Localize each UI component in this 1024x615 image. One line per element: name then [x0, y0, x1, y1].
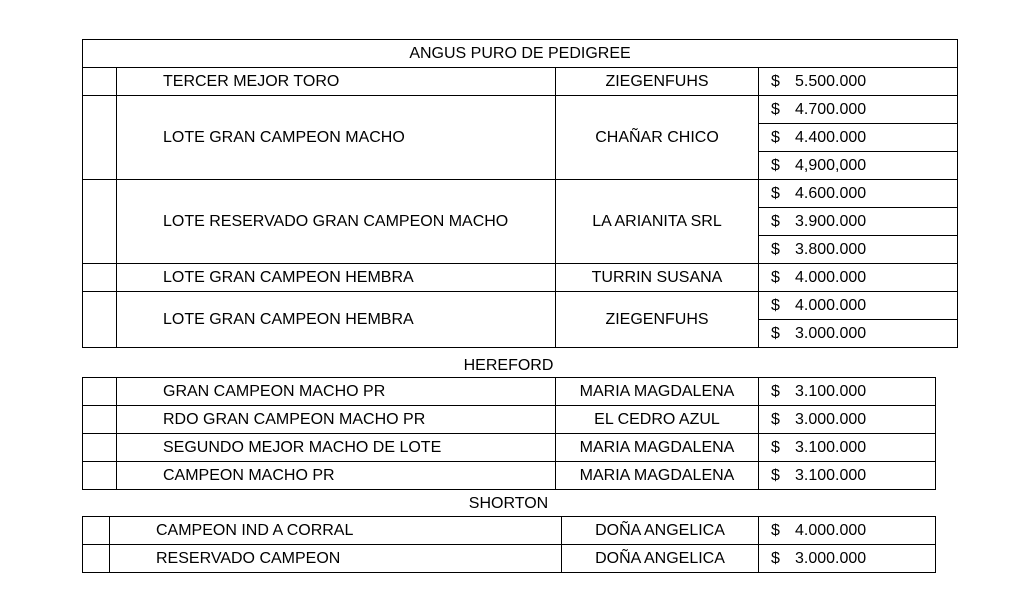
- row-index-cell: [83, 378, 117, 406]
- currency-symbol: $: [771, 72, 780, 90]
- table-row: [83, 517, 936, 545]
- row-index-cell: [83, 264, 117, 292]
- currency-symbol: $: [771, 240, 780, 258]
- section-title-hereford: HEREFORD: [463, 357, 554, 374]
- price-value: 4.000.000: [795, 521, 867, 539]
- category-cell: CAMPEON IND A CORRAL: [110, 517, 562, 545]
- price-cell: [759, 320, 958, 348]
- price-cell: [759, 68, 958, 96]
- breeder-cell: DOÑA ANGELICA: [562, 545, 759, 573]
- row-index-cell: [83, 517, 110, 545]
- price-value: 4.600.000: [795, 184, 867, 202]
- price-value: 3.100.000: [795, 438, 867, 456]
- breeder-cell: DOÑA ANGELICA: [562, 517, 759, 545]
- table-row: [83, 264, 958, 292]
- breeder-cell: ZIEGENFUHS: [556, 292, 759, 348]
- table-row: [83, 96, 958, 124]
- price-value: 3.000.000: [795, 324, 867, 342]
- price-cell: [759, 96, 958, 124]
- price-cell: [759, 152, 958, 180]
- price-value: 4.400.000: [795, 128, 867, 146]
- currency-symbol: $: [771, 156, 780, 174]
- breeder-cell: MARIA MAGDALENA: [556, 434, 759, 462]
- section-title-angus: ANGUS PURO DE PEDIGREE: [83, 40, 958, 68]
- shorton-table: [82, 516, 936, 573]
- currency-symbol: $: [771, 296, 780, 314]
- price-value: 3.000.000: [795, 549, 867, 567]
- hereford-rows: [83, 378, 936, 490]
- price-value: 3.000.000: [795, 410, 867, 428]
- row-index-cell: [83, 462, 117, 490]
- currency-symbol: $: [771, 268, 780, 286]
- category-cell: CAMPEON MACHO PR: [117, 462, 556, 490]
- price-cell: [759, 378, 936, 406]
- price-value: 4.000.000: [795, 296, 867, 314]
- breeder-cell: CHAÑAR CHICO: [556, 96, 759, 180]
- price-value: 5.500.000: [795, 72, 867, 90]
- row-index-cell: [83, 180, 117, 264]
- price-value: 4.000.000: [795, 268, 867, 286]
- table-row: [83, 292, 958, 320]
- price-cell: [759, 180, 958, 208]
- currency-symbol: $: [771, 549, 780, 567]
- shorton-rows: [83, 517, 936, 573]
- category-cell: TERCER MEJOR TORO: [117, 68, 556, 96]
- price-value: 3.100.000: [795, 382, 867, 400]
- angus-table: [82, 39, 958, 348]
- price-cell: [759, 124, 958, 152]
- price-cell: [759, 208, 958, 236]
- price-cell: [759, 517, 936, 545]
- breeder-cell: ZIEGENFUHS: [556, 68, 759, 96]
- price-cell: [759, 292, 958, 320]
- price-value: 3.900.000: [795, 212, 867, 230]
- hereford-table: [82, 377, 936, 490]
- table-row: [83, 406, 936, 434]
- breeder-cell: TURRIN SUSANA: [556, 264, 759, 292]
- currency-symbol: $: [771, 100, 780, 118]
- currency-symbol: $: [771, 466, 780, 484]
- category-cell: SEGUNDO MEJOR MACHO DE LOTE: [117, 434, 556, 462]
- currency-symbol: $: [771, 128, 780, 146]
- row-index-cell: [83, 434, 117, 462]
- currency-symbol: $: [771, 324, 780, 342]
- price-cell: [759, 236, 958, 264]
- table-row: [83, 180, 958, 208]
- currency-symbol: $: [771, 184, 780, 202]
- table-row: [83, 545, 936, 573]
- currency-symbol: $: [771, 438, 780, 456]
- price-cell: [759, 406, 936, 434]
- currency-symbol: $: [771, 521, 780, 539]
- price-cell: [759, 434, 936, 462]
- category-cell: RESERVADO CAMPEON: [110, 545, 562, 573]
- price-value: 4,900,000: [795, 156, 867, 174]
- table-row: [83, 434, 936, 462]
- section-title-shorton: SHORTON: [468, 495, 549, 512]
- currency-symbol: $: [771, 212, 780, 230]
- price-cell: [759, 545, 936, 573]
- table-row: [83, 68, 958, 96]
- row-index-cell: [83, 68, 117, 96]
- category-cell: LOTE GRAN CAMPEON MACHO: [117, 96, 556, 180]
- price-cell: [759, 462, 936, 490]
- table-row: [83, 378, 936, 406]
- breeder-cell: LA ARIANITA SRL: [556, 180, 759, 264]
- breeder-cell: MARIA MAGDALENA: [556, 462, 759, 490]
- row-index-cell: [83, 545, 110, 573]
- category-cell: LOTE GRAN CAMPEON HEMBRA: [117, 264, 556, 292]
- currency-symbol: $: [771, 382, 780, 400]
- category-cell: GRAN CAMPEON MACHO PR: [117, 378, 556, 406]
- price-value: 4.700.000: [795, 100, 867, 118]
- table-row: [83, 462, 936, 490]
- category-cell: LOTE RESERVADO GRAN CAMPEON MACHO: [117, 180, 556, 264]
- category-cell: RDO GRAN CAMPEON MACHO PR: [117, 406, 556, 434]
- row-index-cell: [83, 406, 117, 434]
- category-cell: LOTE GRAN CAMPEON HEMBRA: [117, 292, 556, 348]
- breeder-cell: EL CEDRO AZUL: [556, 406, 759, 434]
- row-index-cell: [83, 96, 117, 180]
- angus-rows: [83, 68, 958, 348]
- currency-symbol: $: [771, 410, 780, 428]
- breeder-cell: MARIA MAGDALENA: [556, 378, 759, 406]
- price-value: 3.800.000: [795, 240, 867, 258]
- price-value: 3.100.000: [795, 466, 867, 484]
- price-cell: [759, 264, 958, 292]
- row-index-cell: [83, 292, 117, 348]
